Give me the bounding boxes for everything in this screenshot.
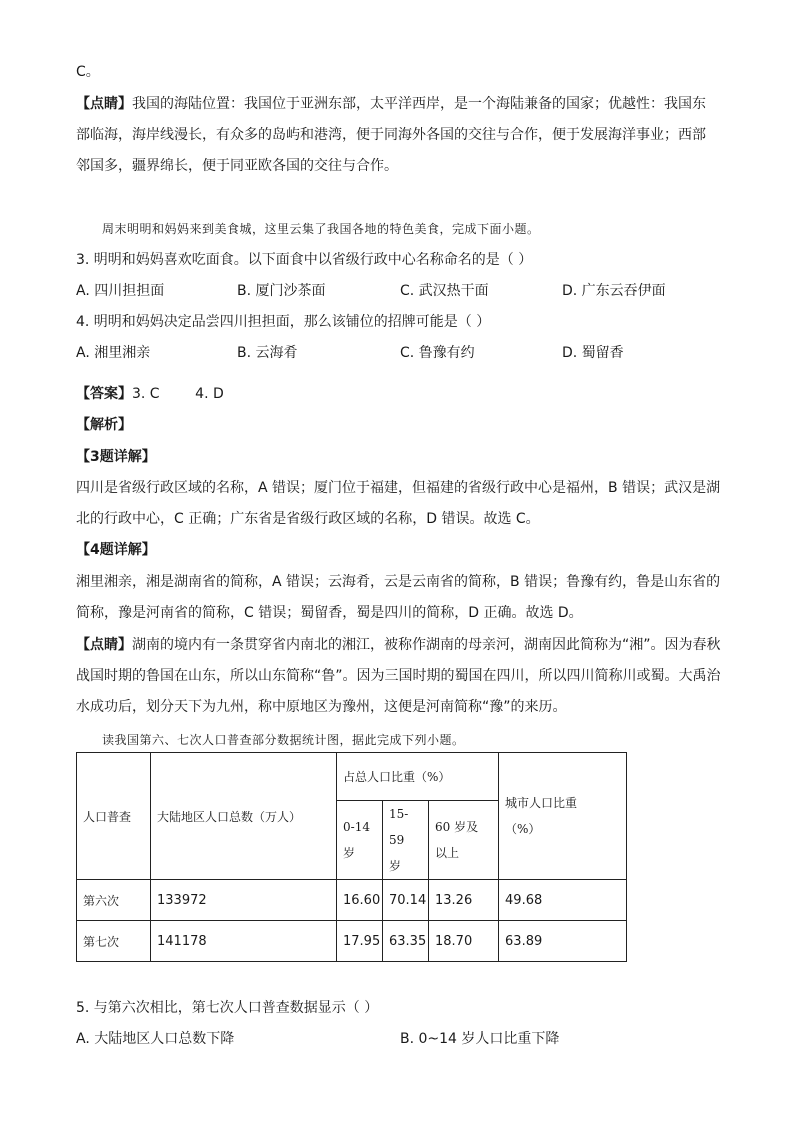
header-age2-line2: 岁	[389, 859, 402, 873]
q5-stem: 5. 与第六次相比，第七次人口普查数据显示（ ）	[76, 1000, 379, 1016]
row7-age2: 63.35	[383, 921, 429, 962]
header-age1-line1: 0-14	[343, 820, 370, 834]
q4-stem: 4. 明明和妈妈决定品尝四川担担面，那么该铺位的招牌可能是（ ）	[76, 314, 491, 330]
header-age1-line2: 岁	[343, 846, 356, 860]
header-urban	[499, 753, 627, 880]
q4-detail-label: 【4题详解】	[76, 542, 156, 558]
table-header-row	[77, 753, 627, 801]
header-urban-2: （%）	[505, 822, 541, 836]
tip2-line2: 战国时期的鲁国在山东，所以山东简称“鲁”。因为三国时期的蜀国在四川，所以四川简称川或蜀。大禹治	[76, 668, 721, 684]
tip2-line3: 水成功后，划分天下为九州，称中原地区为豫州，这便是河南简称“豫”的来历。	[76, 699, 567, 715]
table-row	[77, 921, 627, 962]
tip2-line1	[76, 635, 721, 655]
row6-census: 第六次	[77, 880, 151, 921]
tip1-text1: 我国的海陆位置：我国位于亚洲东部，太平洋西岸，是一个海陆兼备的国家；优越性：我国东	[132, 96, 706, 112]
header-age3-line1: 60 岁及	[435, 820, 479, 834]
header-census: 人口普查	[77, 753, 151, 880]
tip1-line3: 邻国多，疆界绵长，便于同亚欧各国的交往与合作。	[76, 158, 398, 174]
q3-detail-line2: 北的行政中心，C 正确；广东省是省级行政区域的名称，D 错误。故选 C。	[76, 511, 540, 527]
header-share: 占总人口比重（%）	[337, 753, 499, 801]
row7-total: 141178	[151, 921, 337, 962]
header-age3-line2: 以上	[435, 846, 460, 860]
q3-option-d: D. 广东云吞伊面	[562, 283, 666, 299]
q4-option-b: B. 云海肴	[237, 345, 298, 361]
q3-option-b: B. 厦门沙茶面	[237, 283, 326, 299]
q3-option-c: C. 武汉热干面	[400, 283, 489, 299]
intro-census: 读我国第六、七次人口普查部分数据统计图，据此完成下列小题。	[102, 733, 465, 747]
q3-detail-line1: 四川是省级行政区域的名称，A 错误；厦门位于福建，但福建的省级行政中心是福州，B 错误；武汉是湖	[76, 480, 721, 496]
row7-urban: 63.89	[499, 921, 627, 962]
q4-option-a: A. 湘里湘亲	[76, 345, 151, 361]
tip1-line2: 部临海，海岸线漫长，有众多的岛屿和港湾，便于同海外各国的交往与合作，便于发展海洋事业；西部	[76, 127, 706, 143]
q3-stem: 3. 明明和妈妈喜欢吃面食。以下面食中以省级行政中心名称命名的是（ ）	[76, 252, 533, 268]
q4-option-c: C. 鲁豫有约	[400, 345, 475, 361]
header-age-0-14	[337, 801, 383, 880]
q5-option-b: B. 0~14 岁人口比重下降	[400, 1031, 560, 1047]
row6-total: 133972	[151, 880, 337, 921]
answer-tail: C。	[76, 64, 100, 80]
header-urban-1: 城市人口比重	[505, 796, 578, 810]
census-table	[76, 752, 627, 962]
row6-age3: 13.26	[429, 880, 499, 921]
tip1-line1	[76, 94, 706, 114]
q3-detail-label: 【3题详解】	[76, 449, 156, 465]
intro-food: 周末明明和妈妈来到美食城，这里云集了我国各地的特色美食，完成下面小题。	[102, 222, 540, 236]
tip1-label: 【点睛】	[76, 96, 132, 112]
q4-option-d: D. 蜀留香	[562, 345, 624, 361]
analysis-label: 【解析】	[76, 417, 132, 433]
q3-option-a: A. 四川担担面	[76, 283, 165, 299]
row6-urban: 49.68	[499, 880, 627, 921]
row6-age1: 16.60	[337, 880, 383, 921]
q5-option-a: A. 大陆地区人口总数下降	[76, 1031, 235, 1047]
row7-census: 第七次	[77, 921, 151, 962]
row7-age1: 17.95	[337, 921, 383, 962]
tip2-label: 【点睛】	[76, 637, 132, 653]
q4-detail-line2: 简称，豫是河南省的简称，C 错误；蜀留香，蜀是四川的简称，D 正确。故选 D。	[76, 605, 583, 621]
answer-text: 3. C 4. D	[132, 386, 224, 402]
row7-age3: 18.70	[429, 921, 499, 962]
header-total: 大陆地区人口总数（万人）	[151, 753, 337, 880]
answer-line	[76, 384, 224, 404]
answer-label: 【答案】	[76, 386, 132, 402]
header-age-15-59	[383, 801, 429, 880]
header-age-60-plus	[429, 801, 499, 880]
tip2-text1: 湖南的境内有一条贯穿省内南北的湘江，被称作湖南的母亲河，湖南因此简称为“湘”。因为春秋	[132, 637, 721, 653]
table-row	[77, 880, 627, 921]
q4-detail-line1: 湘里湘亲，湘是湖南省的简称，A 错误；云海肴，云是云南省的简称，B 错误；鲁豫有约，鲁是山东省的	[76, 574, 721, 590]
row6-age2: 70.14	[383, 880, 429, 921]
header-age2-line1: 15-59	[389, 807, 409, 847]
